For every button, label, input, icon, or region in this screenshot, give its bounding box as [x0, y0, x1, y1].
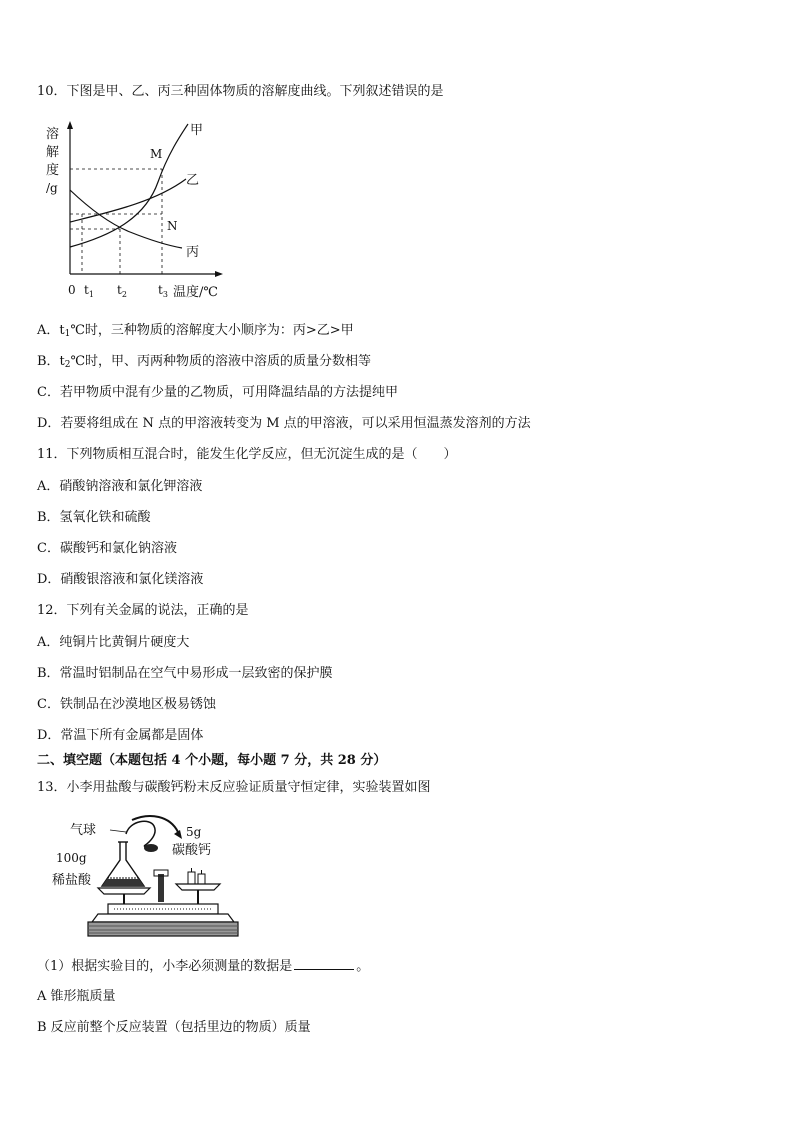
q10-option-d: D．若要将组成在 N 点的甲溶液转变为 M 点的甲溶液，可以采用恒温蒸发溶剂的方法 — [37, 416, 531, 431]
label-caco3: 碳酸钙 — [172, 843, 212, 858]
left-pan — [98, 888, 150, 894]
q10-option-b: B．$t_2℃$时，甲、丙两种物质的溶液中溶质的质量分数相等 — [37, 354, 372, 370]
right-pan — [176, 884, 220, 890]
label-balloon: 气球 — [70, 823, 97, 838]
q10-option-a: A．$t_1℃$时，三种物质的溶解度大小顺序为：丙>乙>甲 — [37, 323, 354, 339]
weight-1 — [188, 872, 195, 884]
label-yi: 乙 — [186, 173, 200, 188]
q12-option-b: B．常温时铝制品在空气中易形成一层致密的保护膜 — [37, 666, 333, 681]
balance-base-top — [92, 914, 234, 922]
balloon-pointer — [110, 830, 126, 832]
curved-arrow-head — [174, 830, 182, 839]
q12-stem: 12．下列有关金属的说法，正确的是 — [37, 603, 249, 618]
answer-blank[interactable] — [294, 957, 354, 970]
balance-pointer-post — [158, 874, 164, 902]
label-hcl: 稀盐酸 — [52, 873, 92, 888]
t1-label: $t_1$ — [84, 283, 94, 299]
q11-option-a: A．硝酸钠溶液和氯化钾溶液 — [37, 479, 203, 494]
x-axis-arrow — [215, 271, 223, 277]
label-5g: 5g — [186, 825, 202, 839]
label-n: N — [167, 219, 178, 233]
y-label-4: /g — [46, 181, 58, 195]
q11-stem: 11．下列物质相互混合时，能发生化学反应，但无沉淀生成的是（ ） — [37, 447, 457, 462]
t2-label: $t_2$ — [117, 283, 127, 299]
solubility-curve-figure — [40, 114, 240, 314]
balloon-shape — [126, 821, 155, 846]
q12-option-a: A．纯铜片比黄铜片硬度大 — [37, 635, 190, 650]
y-label-3: 度 — [46, 163, 60, 178]
q13-stem: 13．小李用盐酸与碳酸钙粉末反应验证质量守恒定律，实验装置如图 — [37, 780, 431, 795]
label-jia: 甲 — [190, 123, 204, 138]
apparatus-figure — [48, 812, 248, 942]
q12-option-c: C．铁制品在沙漠地区极易锈蚀 — [37, 697, 216, 712]
q13-subquestion-1: （1）根据实验目的，小李必须测量的数据是 。 — [37, 959, 370, 974]
q13-option-b: B 反应前整个反应装置（包括里边的物质）质量 — [37, 1020, 311, 1035]
q11-option-b: B．氢氧化铁和硫酸 — [37, 510, 151, 525]
label-bing: 丙 — [186, 245, 200, 260]
y-label-1: 溶 — [46, 127, 60, 142]
x-axis-label: 温度/℃ — [173, 285, 218, 300]
label-100g: 100g — [56, 851, 87, 865]
flask-liquid — [102, 879, 144, 886]
q12-option-d: D．常温下所有金属都是固体 — [37, 728, 204, 743]
balance-base — [88, 922, 238, 936]
section-2-heading: 二、填空题（本题包括 4 个小题，每小题 7 分，共 28 分） — [37, 753, 387, 768]
curve-bing — [70, 190, 182, 248]
weight-2 — [198, 874, 205, 884]
y-label-2: 解 — [46, 145, 60, 160]
t3-label: $t_3$ — [158, 283, 168, 299]
q13-option-a: A 锥形瓶质量 — [37, 989, 116, 1004]
curve-yi — [70, 179, 186, 222]
q10-stem: 10．下图是甲、乙、丙三种固体物质的溶解度曲线。下列叙述错误的是 — [37, 84, 444, 99]
powder-in-balloon — [144, 844, 158, 852]
q10-option-c: C．若甲物质中混有少量的乙物质，可用降温结晶的方法提纯甲 — [37, 385, 398, 400]
q11-option-c: C．碳酸钙和氯化钠溶液 — [37, 541, 177, 556]
origin-label: 0 — [68, 283, 76, 297]
q11-option-d: D．硝酸银溶液和氯化镁溶液 — [37, 572, 204, 587]
label-m: M — [150, 147, 163, 161]
y-axis-arrow — [67, 121, 73, 129]
